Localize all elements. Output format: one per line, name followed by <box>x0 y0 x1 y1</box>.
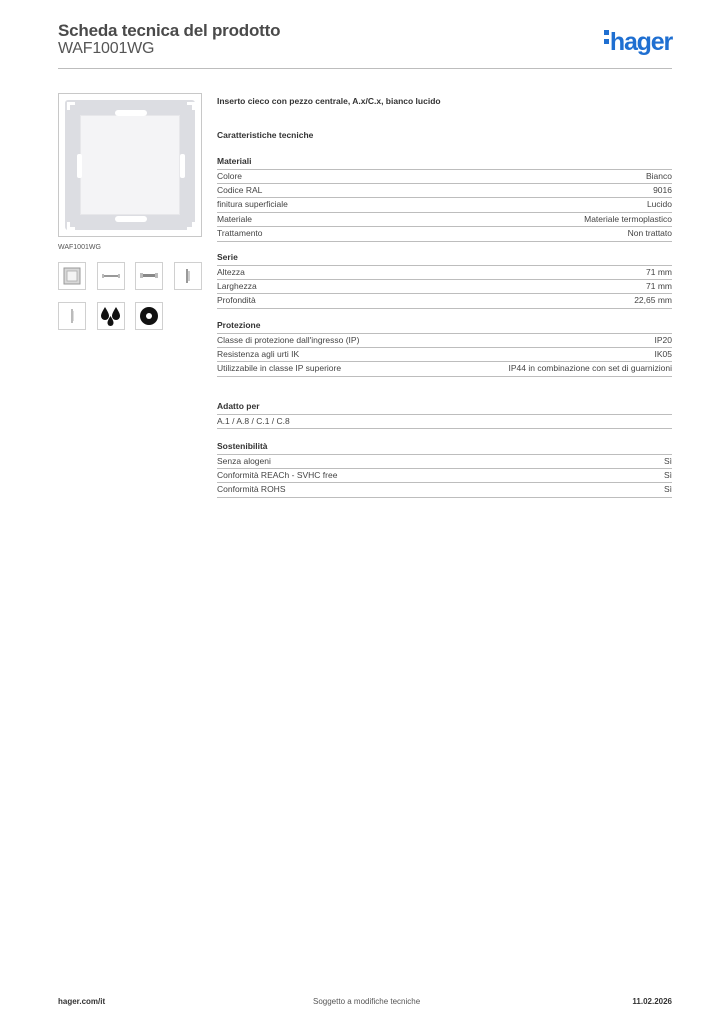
row-label: A.1 / A.8 / C.1 / C.8 <box>217 416 290 426</box>
section-serie <box>217 252 672 309</box>
table-row <box>217 198 672 213</box>
table-row <box>217 169 672 184</box>
table-row <box>217 454 672 469</box>
table-row <box>217 348 672 363</box>
frame-icon <box>58 262 86 290</box>
row-label: Conformità REACh - SVHC free <box>217 469 338 480</box>
section-title: Serie <box>217 252 238 262</box>
table-row <box>217 184 672 199</box>
row-label: Utilizzabile in classe IP superiore <box>217 363 342 374</box>
row-label: Materiale <box>217 213 252 224</box>
row-value: 9016 <box>653 184 672 195</box>
ring-icon <box>135 302 163 330</box>
product-description: Inserto cieco con pezzo centrale, A.x/C.x, bianco lucido <box>217 96 441 106</box>
document-title: Scheda tecnica del prodotto <box>58 21 281 40</box>
row-label: Larghezza <box>217 280 257 291</box>
row-value: Lucido <box>646 199 672 210</box>
technical-content <box>217 96 672 495</box>
row-label: Colore <box>217 171 243 181</box>
table-row <box>217 265 672 280</box>
row-value: Sì <box>663 484 672 495</box>
row-value: Non trattato <box>627 228 672 239</box>
table-row <box>217 414 672 429</box>
table-row <box>217 213 672 228</box>
row-value: Sì <box>663 456 672 466</box>
side-profile-icon <box>174 262 202 290</box>
hager-logo[interactable] <box>604 28 672 57</box>
row-label: Resistenza agli urti IK <box>217 348 300 359</box>
row-label: Profondità <box>217 295 256 306</box>
row-label: Conformità ROHS <box>217 484 286 495</box>
row-value: IP20 <box>654 335 672 345</box>
product-image-caption: WAF1001WG <box>58 244 101 251</box>
row-value: Bianco <box>646 171 672 181</box>
header-divider <box>58 68 672 69</box>
row-value: Sì <box>663 469 672 480</box>
website-link[interactable]: hager.com/it <box>58 997 106 1006</box>
section-title: Adatto per <box>217 401 260 411</box>
section-sostenibilita <box>217 441 672 498</box>
tech-heading: Caratteristiche tecniche <box>217 130 314 140</box>
water-drops-icon <box>97 302 125 330</box>
row-label: Senza alogeni <box>217 456 271 466</box>
row-label: finitura superficiale <box>217 199 288 210</box>
section-title: Sostenibilità <box>217 441 268 451</box>
table-row <box>217 469 672 484</box>
side-view-icon <box>58 302 86 330</box>
table-row <box>217 227 672 242</box>
horizontal-mount-alt-icon <box>135 262 163 290</box>
row-value: 71 mm <box>646 280 672 291</box>
section-title: Protezione <box>217 320 261 330</box>
footer-note: Soggetto a modifiche tecniche <box>313 997 421 1006</box>
row-value: IP44 in combinazione con set di guarnizioni <box>508 363 672 374</box>
row-label: Altezza <box>217 267 245 277</box>
table-row <box>217 333 672 348</box>
footer-date: 11.02.2026 <box>632 997 672 1006</box>
logo-colon-icon <box>604 26 610 48</box>
product-code: WAF1001WG <box>58 40 155 57</box>
product-image <box>58 93 202 237</box>
product-clips-icon <box>59 94 203 238</box>
section-materiali <box>217 156 672 242</box>
table-row <box>217 280 672 295</box>
table-row <box>217 483 672 498</box>
section-title: Materiali <box>217 156 252 166</box>
row-value: 71 mm <box>646 267 672 277</box>
table-row <box>217 362 672 377</box>
row-label: Trattamento <box>217 228 263 239</box>
row-value: Materiale termoplastico <box>584 213 672 224</box>
logo-text: hager <box>609 28 672 56</box>
table-row <box>217 294 672 309</box>
row-label: Classe di protezione dall'ingresso (IP) <box>217 335 360 345</box>
horizontal-mount-icon <box>97 262 125 290</box>
row-value: IK05 <box>654 348 672 359</box>
section-adatto-per <box>217 401 672 429</box>
row-value: 22,65 mm <box>634 295 672 306</box>
section-protezione <box>217 320 672 377</box>
row-label: Codice RAL <box>217 184 263 195</box>
